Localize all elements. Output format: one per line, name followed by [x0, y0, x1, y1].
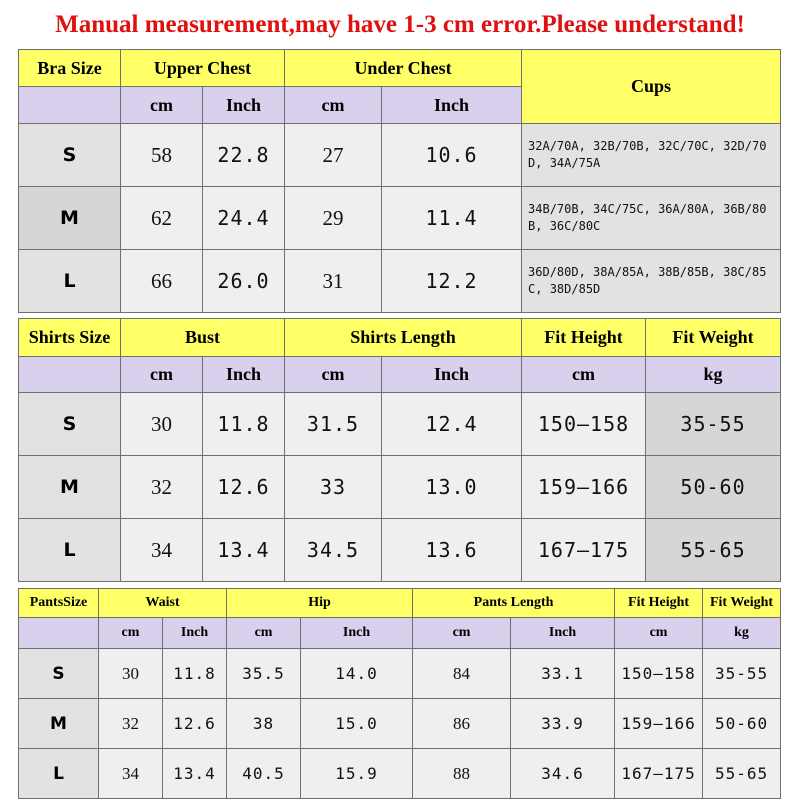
fit-height: 159—166 [522, 456, 646, 519]
length-cm-unit: cm [413, 618, 511, 649]
hip-inch-unit: Inch [301, 618, 413, 649]
pants-unit-blank [19, 618, 99, 649]
weight-kg-unit: kg [703, 618, 781, 649]
fit-height: 150—158 [615, 649, 703, 699]
length-inch-unit: Inch [382, 357, 522, 393]
cups-list: 36D/80D, 38A/85A, 38B/85B, 38C/85C, 38D/85D [522, 250, 781, 313]
hip-cm-unit: cm [227, 618, 301, 649]
table-row [19, 393, 781, 456]
under-chest-cm: 31 [285, 250, 382, 313]
shirts-length-header: Shirts Length [285, 319, 522, 357]
fit-height: 150—158 [522, 393, 646, 456]
fit-weight: 35-55 [646, 393, 781, 456]
size-label: S [19, 124, 121, 187]
hip-inch: 15.0 [301, 699, 413, 749]
upper-chest-header: Upper Chest [121, 50, 285, 87]
waist-cm: 34 [99, 749, 163, 799]
fit-weight: 35-55 [703, 649, 781, 699]
waist-cm-unit: cm [99, 618, 163, 649]
fit-weight-header: Fit Weight [703, 589, 781, 618]
table-row [19, 250, 781, 313]
size-label: S [19, 393, 121, 456]
size-label: L [19, 519, 121, 582]
waist-cm: 30 [99, 649, 163, 699]
weight-kg-unit: kg [646, 357, 781, 393]
pants-size-header: PantsSize [19, 589, 99, 618]
fit-height-header: Fit Height [615, 589, 703, 618]
upper-chest-cm: 58 [121, 124, 203, 187]
fit-weight: 50-60 [646, 456, 781, 519]
length-cm: 33 [285, 456, 382, 519]
bust-inch: 11.8 [203, 393, 285, 456]
bra-unit-blank [19, 87, 121, 124]
waist-inch: 13.4 [163, 749, 227, 799]
size-label: M [19, 187, 121, 250]
length-inch-unit: Inch [511, 618, 615, 649]
height-cm-unit: cm [522, 357, 646, 393]
length-cm: 31.5 [285, 393, 382, 456]
height-cm-unit: cm [615, 618, 703, 649]
cups-header: Cups [522, 50, 781, 124]
waist-header: Waist [99, 589, 227, 618]
under-chest-inch-unit: Inch [382, 87, 522, 124]
hip-cm: 35.5 [227, 649, 301, 699]
table-row [19, 699, 781, 749]
length-cm: 84 [413, 649, 511, 699]
bra-size-header: Bra Size [19, 50, 121, 87]
fit-height: 159—166 [615, 699, 703, 749]
upper-chest-cm: 62 [121, 187, 203, 250]
upper-chest-inch: 22.8 [203, 124, 285, 187]
fit-height-header: Fit Height [522, 319, 646, 357]
bust-cm-unit: cm [121, 357, 203, 393]
bust-inch-unit: Inch [203, 357, 285, 393]
size-label: L [19, 749, 99, 799]
upper-chest-inch: 24.4 [203, 187, 285, 250]
fit-weight: 55-65 [703, 749, 781, 799]
table-row [19, 519, 781, 582]
table-row [19, 124, 781, 187]
upper-chest-inch: 26.0 [203, 250, 285, 313]
size-label: L [19, 250, 121, 313]
pants-length-header: Pants Length [413, 589, 615, 618]
shirts-size-header: Shirts Size [19, 319, 121, 357]
hip-header: Hip [227, 589, 413, 618]
length-inch: 34.6 [511, 749, 615, 799]
upper-chest-cm: 66 [121, 250, 203, 313]
length-cm: 86 [413, 699, 511, 749]
table-row [19, 649, 781, 699]
length-inch: 12.4 [382, 393, 522, 456]
bust-header: Bust [121, 319, 285, 357]
upper-chest-cm-unit: cm [121, 87, 203, 124]
bust-cm: 32 [121, 456, 203, 519]
upper-chest-inch-unit: Inch [203, 87, 285, 124]
fit-height: 167—175 [615, 749, 703, 799]
length-cm: 88 [413, 749, 511, 799]
table-row [19, 749, 781, 799]
length-inch: 33.9 [511, 699, 615, 749]
under-chest-inch: 12.2 [382, 250, 522, 313]
hip-cm: 40.5 [227, 749, 301, 799]
fit-weight-header: Fit Weight [646, 319, 781, 357]
measurement-notice: Manual measurement,may have 1-3 cm error.Please understand! [55, 11, 745, 38]
size-label: M [19, 699, 99, 749]
bust-inch: 13.4 [203, 519, 285, 582]
waist-inch: 12.6 [163, 699, 227, 749]
length-cm: 34.5 [285, 519, 382, 582]
length-inch: 13.6 [382, 519, 522, 582]
size-label: M [19, 456, 121, 519]
length-cm-unit: cm [285, 357, 382, 393]
under-chest-header: Under Chest [285, 50, 522, 87]
waist-cm: 32 [99, 699, 163, 749]
under-chest-inch: 11.4 [382, 187, 522, 250]
shirts-size-table [18, 318, 781, 582]
hip-inch: 15.9 [301, 749, 413, 799]
hip-cm: 38 [227, 699, 301, 749]
waist-inch-unit: Inch [163, 618, 227, 649]
under-chest-inch: 10.6 [382, 124, 522, 187]
bust-cm: 30 [121, 393, 203, 456]
under-chest-cm-unit: cm [285, 87, 382, 124]
table-row [19, 456, 781, 519]
fit-weight: 55-65 [646, 519, 781, 582]
bust-inch: 12.6 [203, 456, 285, 519]
size-label: S [19, 649, 99, 699]
table-row [19, 187, 781, 250]
bust-cm: 34 [121, 519, 203, 582]
pants-size-table [18, 588, 781, 799]
under-chest-cm: 27 [285, 124, 382, 187]
bra-size-table [18, 49, 781, 313]
fit-height: 167—175 [522, 519, 646, 582]
fit-weight: 50-60 [703, 699, 781, 749]
length-inch: 13.0 [382, 456, 522, 519]
cups-list: 32A/70A, 32B/70B, 32C/70C, 32D/70D, 34A/75A [522, 124, 781, 187]
waist-inch: 11.8 [163, 649, 227, 699]
shirts-unit-blank [19, 357, 121, 393]
hip-inch: 14.0 [301, 649, 413, 699]
length-inch: 33.1 [511, 649, 615, 699]
under-chest-cm: 29 [285, 187, 382, 250]
cups-list: 34B/70B, 34C/75C, 36A/80A, 36B/80B, 36C/80C [522, 187, 781, 250]
